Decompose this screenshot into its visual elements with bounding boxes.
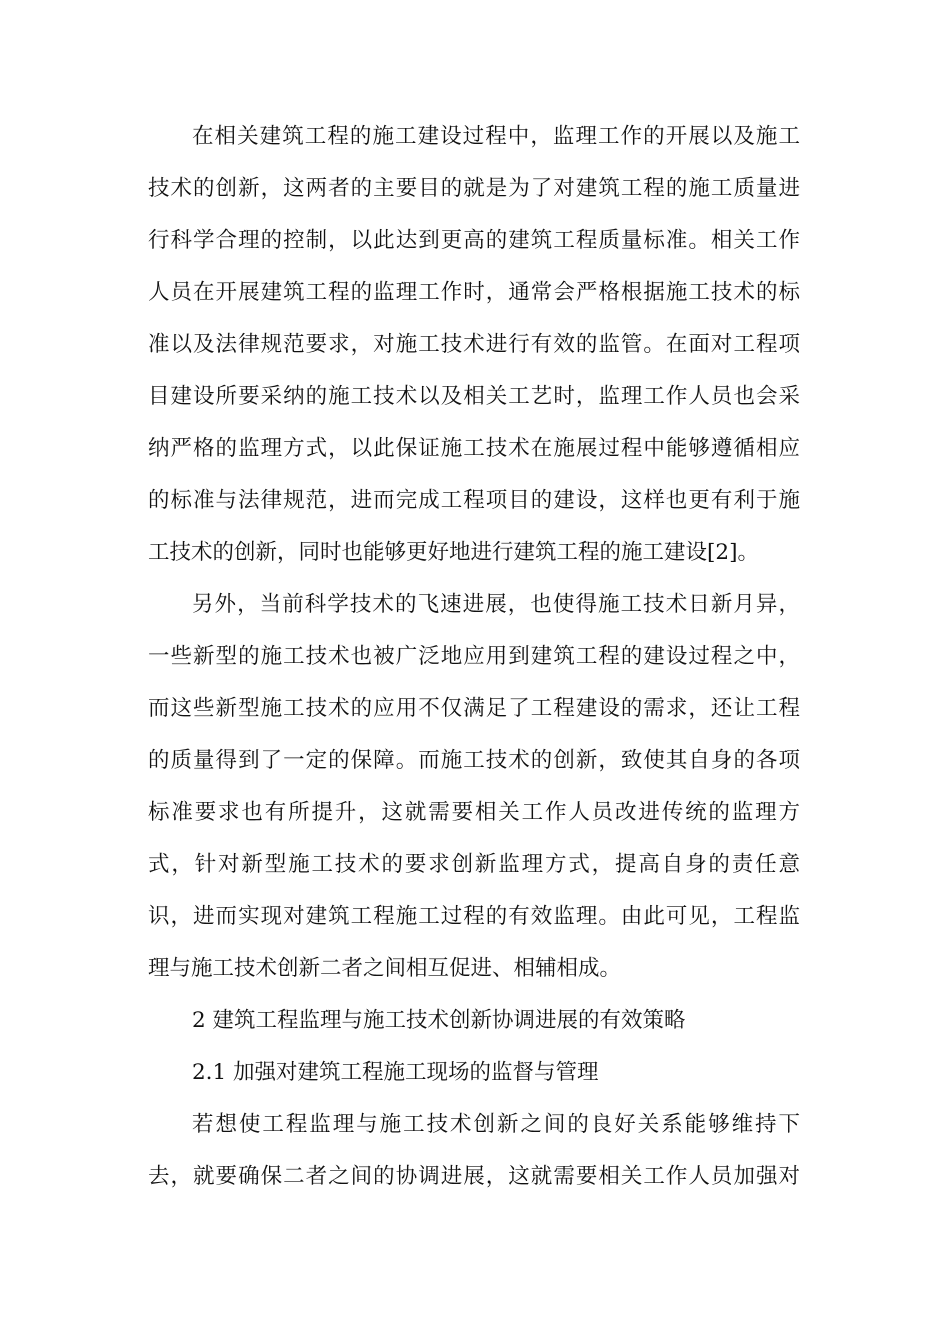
text-line: 另外，当前科学技术的飞速进展，也使得施工技术日新月异， <box>192 592 800 617</box>
section-heading <box>148 995 800 1047</box>
text-line: 识，进而实现对建筑工程施工过程的有效监理。由此可见，工程监 <box>148 904 800 929</box>
text-line: 标准要求也有所提升，这就需要相关工作人员改进传统的监理方 <box>148 800 800 825</box>
text-line: 准以及法律规范要求，对施工技术进行有效的监管。在面对工程项 <box>148 332 800 357</box>
text-line: 行科学合理的控制，以此达到更高的建筑工程质量标准。相关工作 <box>148 228 800 253</box>
paragraph-new-technology <box>148 579 800 995</box>
text-line: 一些新型的施工技术也被广泛地应用到建筑工程的建设过程之中， <box>148 644 800 669</box>
text-line: 在相关建筑工程的施工建设过程中，监理工作的开展以及施工 <box>192 124 800 149</box>
subsection-heading <box>148 1047 800 1099</box>
text-line: 人员在开展建筑工程的监理工作时，通常会严格根据施工技术的标 <box>148 280 800 305</box>
text-line: 的标准与法律规范，进而完成工程项目的建设，这样也更有利于施 <box>148 488 800 513</box>
section-heading-text: 2 建筑工程监理与施工技术创新协调进展的有效策略 <box>192 1008 686 1033</box>
subsection-heading-text: 2.1 加强对建筑工程施工现场的监督与管理 <box>192 1060 599 1085</box>
text-line: 工技术的创新，同时也能够更好地进行建筑工程的施工建设[2]。 <box>148 540 759 565</box>
text-line: 式，针对新型施工技术的要求创新监理方式，提高自身的责任意 <box>148 852 800 877</box>
text-line: 纳严格的监理方式，以此保证施工技术在施展过程中能够遵循相应 <box>148 436 800 461</box>
text-line: 而这些新型施工技术的应用不仅满足了工程建设的需求，还让工程 <box>148 696 800 721</box>
paragraph-supervision-innovation <box>148 111 800 579</box>
text-line: 目建设所要采纳的施工技术以及相关工艺时，监理工作人员也会采 <box>148 384 800 409</box>
text-line: 去，就要确保二者之间的协调进展，这就需要相关工作人员加强对 <box>148 1164 800 1189</box>
text-line: 若想使工程监理与施工技术创新之间的良好关系能够维持下 <box>192 1112 800 1137</box>
text-line: 的质量得到了一定的保障。而施工技术的创新，致使其自身的各项 <box>148 748 800 773</box>
text-line: 理与施工技术创新二者之间相互促进、相辅相成。 <box>148 956 622 981</box>
paragraph-site-supervision <box>148 1099 800 1203</box>
text-line: 技术的创新，这两者的主要目的就是为了对建筑工程的施工质量进 <box>148 176 800 201</box>
document-body <box>148 111 800 1203</box>
